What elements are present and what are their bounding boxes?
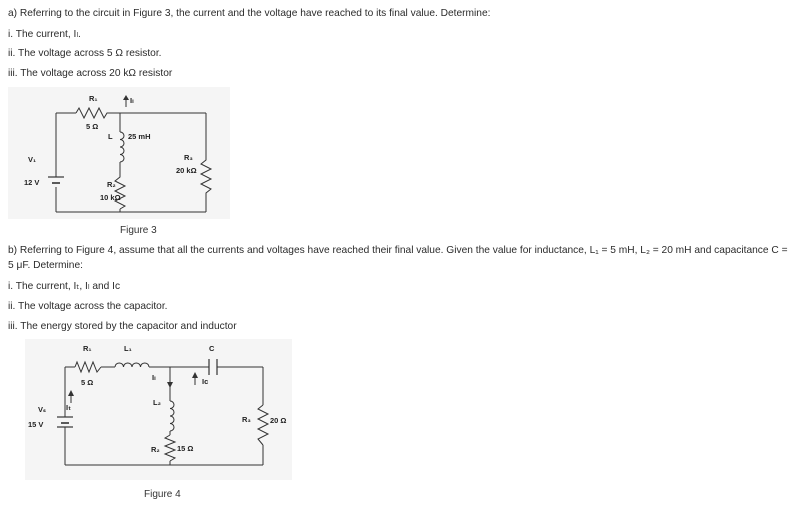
figure-4-caption: Figure 4 — [144, 489, 181, 500]
figure-4-l1-inductor — [115, 363, 149, 367]
figure-4-r3-value: 20 Ω — [270, 416, 287, 425]
figure-4-vs-value: 15 V — [28, 420, 44, 429]
figure-3-circuit — [8, 87, 230, 219]
figure-4-r1-resistor — [75, 362, 101, 372]
figure-4-il-label: Iₗ — [152, 373, 156, 382]
figure-3-il-label: Iₗ — [130, 96, 134, 105]
figure-3-r2-resistor — [115, 175, 125, 209]
figure-3-current-arrow — [123, 95, 129, 107]
figure-4-c-name: C — [209, 344, 215, 353]
figure-3-l-value: 25 mH — [128, 132, 151, 141]
figure-3-r2-name: R₂ — [107, 180, 116, 189]
figure-4-r3-resistor — [258, 405, 268, 445]
figure-3-caption: Figure 3 — [120, 225, 157, 236]
figure-4-r2-name: R₂ — [151, 445, 160, 454]
figure-3-inductor — [120, 132, 124, 162]
figure-3-r2-value: 10 kΩ — [100, 193, 121, 202]
figure-3-r1-value: 5 Ω — [86, 122, 99, 131]
figure-3-v1-value: 12 V — [24, 178, 40, 187]
figure-4-vs-name: Vₛ — [38, 405, 46, 414]
figure-4-wires — [65, 367, 263, 465]
part-b-item-2: ii. The voltage across the capacitor. — [8, 301, 168, 312]
figure-4-it-label: Iₜ — [66, 403, 71, 412]
figure-4-r2-resistor — [165, 435, 175, 461]
figure-3-l-name: L — [108, 132, 113, 141]
figure-4-ic-label: Iᴄ — [202, 377, 209, 386]
figure-4-battery — [57, 417, 73, 427]
figure-3-r3-name: R₃ — [184, 153, 193, 162]
figure-3-wires — [56, 113, 206, 212]
figure-4-r2-value: 15 Ω — [177, 444, 194, 453]
part-b-item-1: i. The current, Iₜ, Iₗ and Iᴄ — [8, 281, 121, 292]
part-b-question: b) Referring to Figure 4, assume that all the currents and voltages have reached their final value. Given the value for inductance, L₁ = 5 mH, L₂ = 20 mH and capacitance C = 5 μF. Determine: — [8, 245, 788, 271]
figure-4-it-arrow — [68, 390, 74, 403]
figure-4-r1-name: R₁ — [83, 344, 92, 353]
part-a-item-2: ii. The voltage across 5 Ω resistor. — [8, 48, 162, 59]
figure-3-v1-name: V₁ — [28, 155, 37, 164]
figure-4-l1-name: L₁ — [124, 344, 132, 353]
part-a-item-3: iii. The voltage across 20 kΩ resistor — [8, 68, 173, 79]
figure-3-r3-value: 20 kΩ — [176, 166, 197, 175]
figure-4-r3-name: R₃ — [242, 415, 251, 424]
figure-4-l2-name: L₂ — [153, 398, 161, 407]
figure-3-battery — [48, 177, 64, 183]
figure-3-r1-resistor — [76, 108, 110, 118]
figure-4-r1-value: 5 Ω — [81, 378, 94, 387]
figure-4-circuit — [25, 339, 292, 480]
figure-3-r3-resistor — [201, 157, 211, 197]
figure-3-r1-name: R₁ — [89, 94, 98, 103]
figure-4-ic-arrow — [192, 372, 198, 385]
part-a-item-1: i. The current, Iₗ. — [8, 29, 81, 40]
figure-4-l2-inductor — [170, 401, 174, 431]
figure-4-capacitor — [209, 359, 217, 375]
part-b-item-3: iii. The energy stored by the capacitor and inductor — [8, 321, 237, 332]
part-a-question: a) Referring to the circuit in Figure 3, the current and the voltage have reached to its final value. Determine: — [8, 8, 491, 19]
figure-4-il-arrow — [167, 375, 173, 388]
